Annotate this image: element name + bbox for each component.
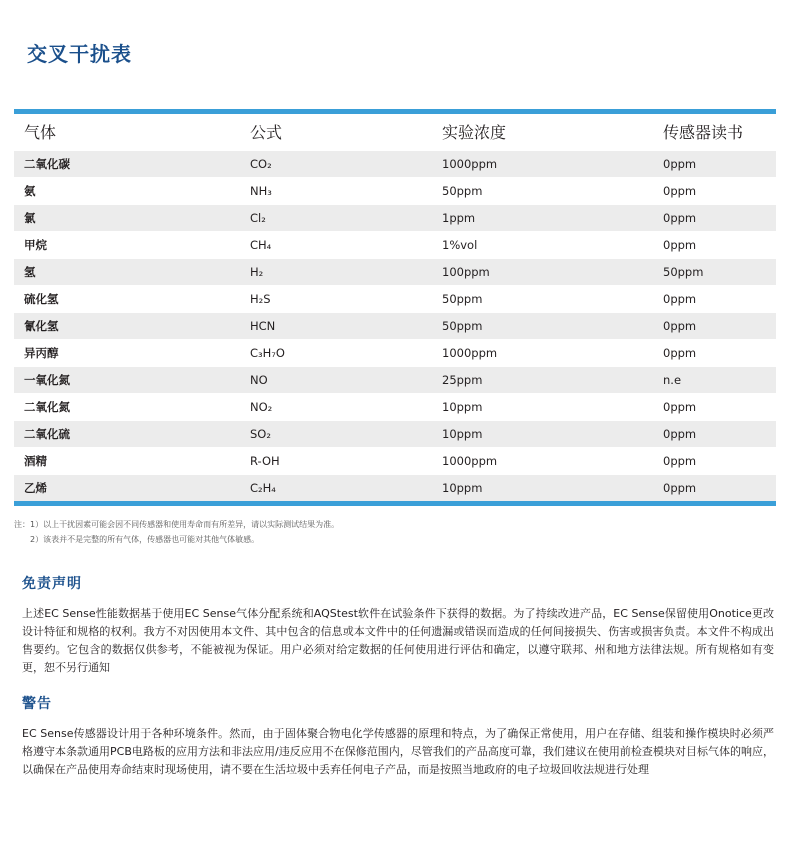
formula-cell: HCN (240, 312, 426, 339)
concentration-cell: 1%vol (426, 231, 647, 258)
gas-cell: 甲烷 (14, 231, 240, 258)
table-notes (14, 517, 339, 547)
header-formula: 公式 (250, 123, 283, 143)
concentration-cell: 10ppm (426, 393, 647, 420)
concentration-cell: 50ppm (426, 177, 647, 204)
gas-cell: 乙烯 (14, 474, 240, 501)
table-row (14, 150, 776, 177)
reading-cell: 0ppm (647, 204, 776, 231)
table-row (14, 177, 776, 204)
table-row (14, 339, 776, 366)
table-row (14, 393, 776, 420)
table-row (14, 231, 776, 258)
reading-cell: 0ppm (647, 393, 776, 420)
header-sensor-reading: 传感器读书 (663, 123, 744, 143)
reading-cell: 0ppm (647, 312, 776, 339)
concentration-cell: 1000ppm (426, 150, 647, 177)
header-gas: 气体 (24, 123, 57, 143)
formula-cell: R-OH (240, 447, 426, 474)
formula-cell: C₃H₇O (240, 339, 426, 366)
concentration-cell: 10ppm (426, 420, 647, 447)
concentration-cell: 50ppm (426, 285, 647, 312)
gas-cell: 酒精 (14, 447, 240, 474)
formula-cell: CO₂ (240, 150, 426, 177)
page-title: 交叉干扰表 (27, 42, 132, 66)
table-row (14, 204, 776, 231)
warning-text: EC Sense传感器设计用于各种环境条件。然而，由于固体聚合物电化学传感器的原理和特点，为了确保正常使用，用户在存储、组装和操作模块时必须严格遵守本条款通用PCB电路板的应用方法和非法应用/违反应用不在保修范围内，尽管我们的产品高度可靠，我们建议在使用前检查模块对目标气体的响应，以确保在产品使用寿命结束时现场使用，请不要在生活垃圾中丢弃任何电子产品，而是按照当地政府的电子垃圾回收法规进行处理 (22, 727, 774, 776)
concentration-cell: 10ppm (426, 474, 647, 501)
formula-cell: CH₄ (240, 231, 426, 258)
table-header-row (14, 114, 776, 150)
table-row (14, 447, 776, 474)
table-row (14, 366, 776, 393)
concentration-cell: 25ppm (426, 366, 647, 393)
warning-title: 警告 (22, 696, 52, 712)
formula-cell: Cl₂ (240, 204, 426, 231)
reading-cell: 0ppm (647, 177, 776, 204)
reading-cell: n.e (647, 366, 776, 393)
concentration-cell: 50ppm (426, 312, 647, 339)
formula-cell: NH₃ (240, 177, 426, 204)
note-1: 注：1）以上干扰因素可能会因不同传感器和使用寿命而有所差异，请以实际测试结果为准。 (14, 520, 340, 529)
table-row (14, 285, 776, 312)
table-row (14, 474, 776, 501)
gas-cell: 一氧化氮 (14, 366, 240, 393)
reading-cell: 0ppm (647, 231, 776, 258)
formula-cell: NO₂ (240, 393, 426, 420)
concentration-cell: 1000ppm (426, 339, 647, 366)
formula-cell: H₂S (240, 285, 426, 312)
disclaimer-title: 免责声明 (22, 576, 82, 592)
table-row (14, 258, 776, 285)
gas-cell: 二氧化硫 (14, 420, 240, 447)
gas-cell: 氰化氢 (14, 312, 240, 339)
cross-interference-table (14, 109, 776, 506)
table-bottom-rule (14, 501, 776, 506)
table-row (14, 312, 776, 339)
concentration-cell: 1ppm (426, 204, 647, 231)
note-2: 2）该表并不是完整的所有气体，传感器也可能对其他气体敏感。 (30, 535, 260, 544)
gas-cell: 异丙醇 (14, 339, 240, 366)
concentration-cell: 1000ppm (426, 447, 647, 474)
gas-cell: 氢 (14, 258, 240, 285)
table-row (14, 420, 776, 447)
reading-cell: 0ppm (647, 285, 776, 312)
formula-cell: NO (240, 366, 426, 393)
formula-cell: SO₂ (240, 420, 426, 447)
gas-cell: 二氧化氮 (14, 393, 240, 420)
concentration-cell: 100ppm (426, 258, 647, 285)
reading-cell: 0ppm (647, 447, 776, 474)
gas-cell: 氯 (14, 204, 240, 231)
gas-cell: 硫化氢 (14, 285, 240, 312)
header-concentration: 实验浓度 (442, 123, 507, 143)
reading-cell: 0ppm (647, 474, 776, 501)
formula-cell: H₂ (240, 258, 426, 285)
gas-cell: 氨 (14, 177, 240, 204)
gas-cell: 二氧化碳 (14, 150, 240, 177)
reading-cell: 0ppm (647, 339, 776, 366)
disclaimer-text: 上述EC Sense性能数据基于使用EC Sense气体分配系统和AQStest软件在试验条件下获得的数据。为了持续改进产品，EC Sense保留使用Onotice更改设计特征和规格的权利。我方不对因使用本文件、其中包含的信息或本文件中的任何遗漏或错误而造成的任何间接损失、伤害或损害负责。本文件不构成出售要约。它包含的数据仅供参考，不能被视为保证。用户必须对给定数据的任何使用进行评估和确定，以遵守联邦、州和地方法律法规。所有规格如有变更，恕不另行通知 (22, 607, 774, 674)
reading-cell: 50ppm (647, 258, 776, 285)
reading-cell: 0ppm (647, 420, 776, 447)
formula-cell: C₂H₄ (240, 474, 426, 501)
reading-cell: 0ppm (647, 150, 776, 177)
